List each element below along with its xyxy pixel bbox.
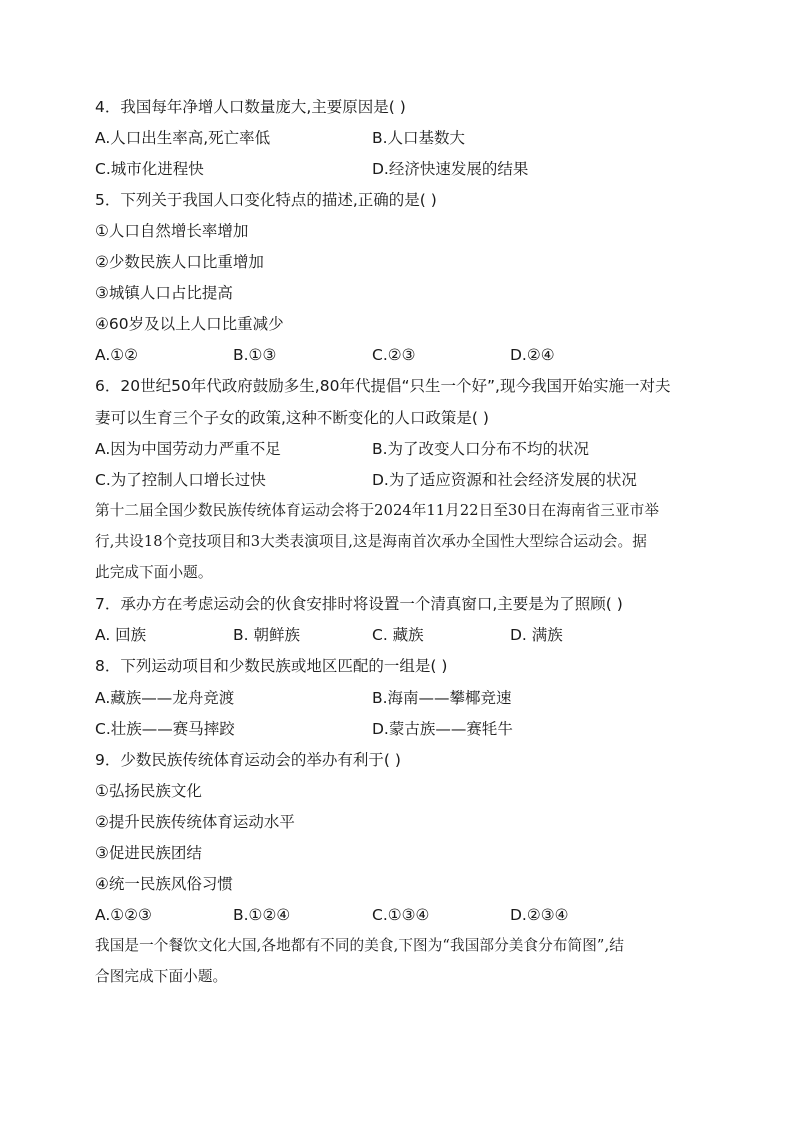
q5-option-b: B.①③	[233, 346, 277, 364]
q8-stem: 8．下列运动项目和少数民族或地区匹配的一组是( )	[95, 657, 448, 675]
q8-option-d: D.蒙古族——赛牦牛	[372, 720, 513, 738]
q6-option-b: B.为了改变人口分布不均的状况	[372, 440, 590, 458]
q6-stem-line-2: 妻可以生育三个子女的政策,这种不断变化的人口政策是( )	[95, 409, 489, 427]
passage1-line-1: 第十二届全国少数民族传统体育运动会将于2024年11月22日至30日在海南省三亚市举	[95, 502, 660, 519]
q6-option-c: C.为了控制人口增长过快	[95, 471, 266, 489]
q4-stem: 4．我国每年净增人口数量庞大,主要原因是( )	[95, 98, 406, 116]
q4-option-d: D.经济快速发展的结果	[372, 160, 529, 178]
q7-option-c: C. 藏族	[372, 626, 424, 644]
q7-stem: 7．承办方在考虑运动会的伙食安排时将设置一个清真窗口,主要是为了照顾( )	[95, 595, 623, 613]
q7-option-a: A. 回族	[95, 626, 147, 644]
q9-option-d: D.②③④	[510, 906, 569, 924]
q5-option-a: A.①②	[95, 346, 139, 364]
q5-option-c: C.②③	[372, 346, 416, 364]
q9-option-a: A.①②③	[95, 906, 152, 924]
q4-option-a: A.人口出生率高,死亡率低	[95, 129, 271, 147]
q8-option-b: B.海南——攀椰竞速	[372, 689, 512, 707]
q9-item-4: ④统一民族风俗习惯	[95, 875, 233, 893]
q4-option-c: C.城市化进程快	[95, 160, 204, 178]
passage2-line-1: 我国是一个餐饮文化大国,各地都有不同的美食,下图为“我国部分美食分布简图”,结	[95, 937, 624, 954]
q4-option-b: B.人口基数大	[372, 129, 466, 147]
passage1-line-3: 此完成下面小题。	[95, 564, 213, 581]
q5-stem: 5．下列关于我国人口变化特点的描述,正确的是( )	[95, 191, 437, 209]
q9-item-2: ②提升民族传统体育运动水平	[95, 813, 295, 831]
q9-option-b: B.①②④	[233, 906, 291, 924]
q8-option-c: C.壮族——赛马摔跤	[95, 720, 235, 738]
q5-option-d: D.②④	[510, 346, 555, 364]
passage1-line-2: 行,共设18个竞技项目和3大类表演项目,这是海南首次承办全国性大型综合运动会。据	[95, 533, 647, 550]
q9-stem: 9．少数民族传统体育运动会的举办有利于( )	[95, 751, 401, 769]
q5-item-2: ②少数民族人口比重增加	[95, 253, 264, 271]
q8-option-a: A.藏族——龙舟竞渡	[95, 689, 235, 707]
q9-item-3: ③促进民族团结	[95, 844, 202, 862]
q5-item-1: ①人口自然增长率增加	[95, 222, 249, 240]
q6-option-d: D.为了适应资源和社会经济发展的状况	[372, 471, 637, 489]
passage2-line-2: 合图完成下面小题。	[95, 968, 228, 985]
q7-option-b: B. 朝鲜族	[233, 626, 300, 644]
q5-item-4: ④60岁及以上人口比重减少	[95, 315, 284, 333]
q6-stem-line-1: 6．20世纪50年代政府鼓励多生,80年代提倡“只生一个好”,现今我国开始实施一对夫	[95, 377, 671, 395]
q9-item-1: ①弘扬民族文化	[95, 782, 202, 800]
q6-option-a: A.因为中国劳动力严重不足	[95, 440, 281, 458]
q9-option-c: C.①③④	[372, 906, 430, 924]
q5-item-3: ③城镇人口占比提高	[95, 284, 233, 302]
q7-option-d: D. 满族	[510, 626, 563, 644]
